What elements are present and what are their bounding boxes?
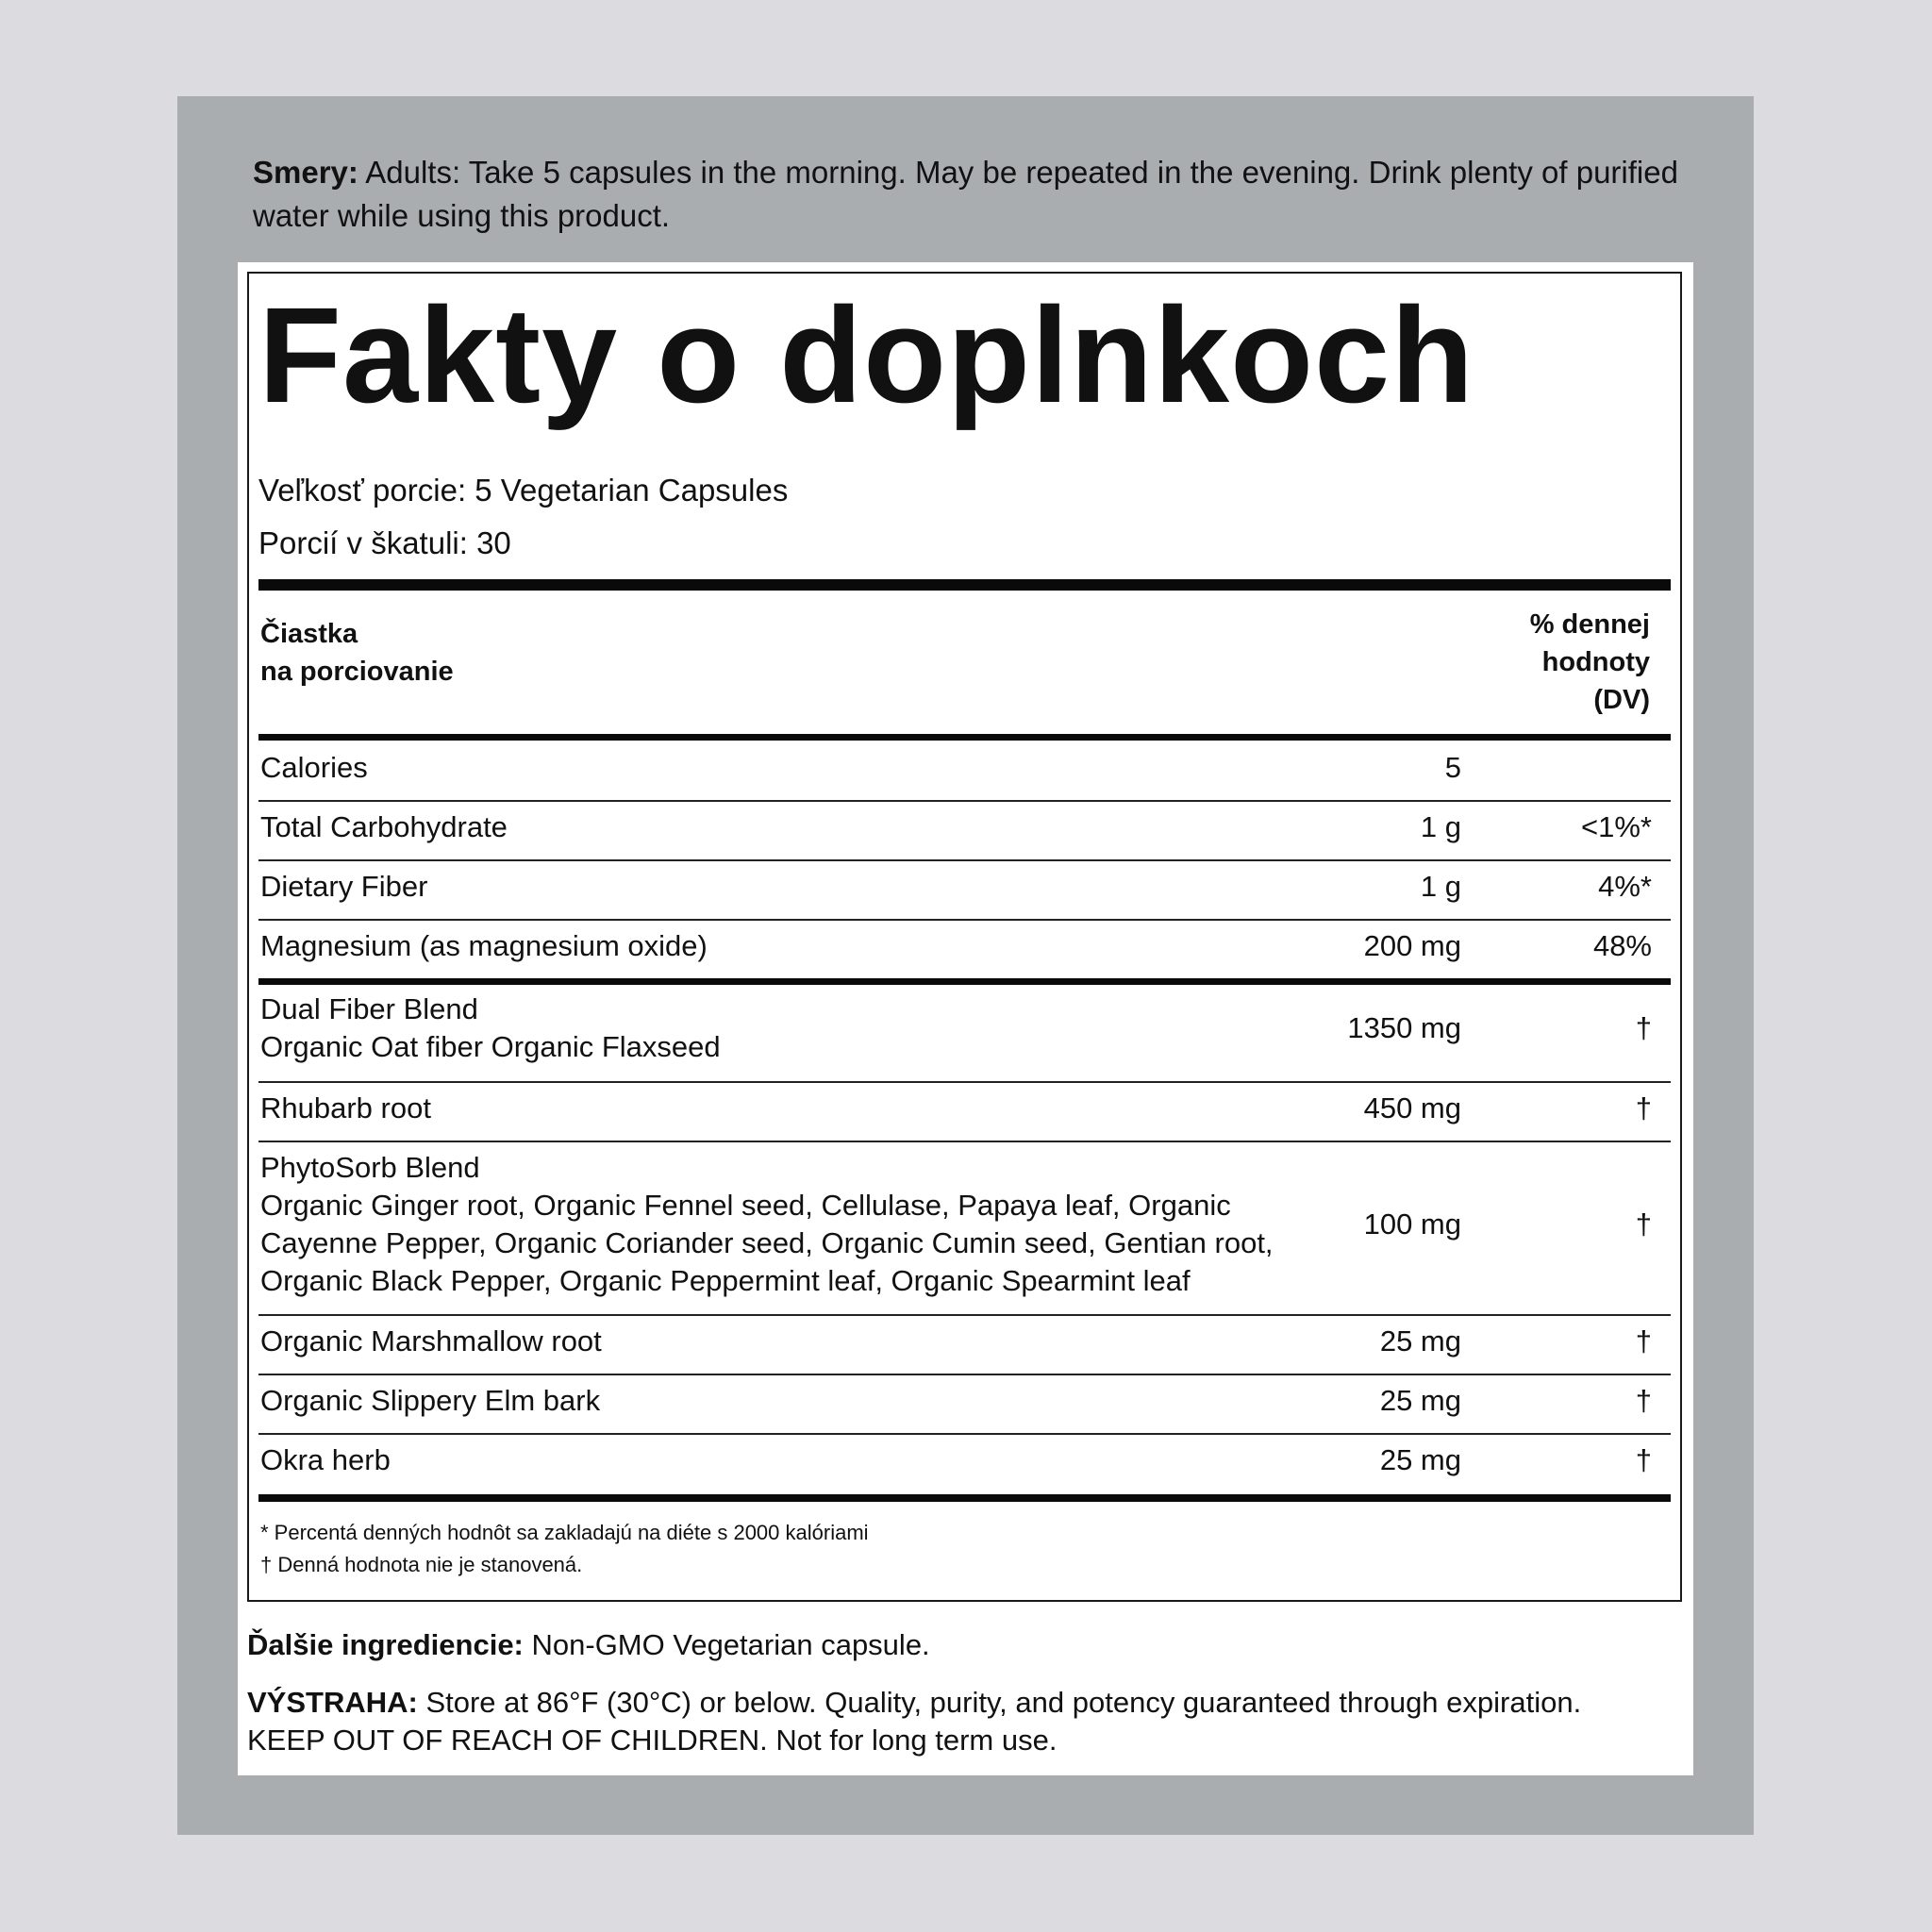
nutrient-dv: <1%* <box>1581 810 1652 843</box>
nutrient-amount: 100 mg <box>1363 1208 1461 1241</box>
nutrient-dv: † <box>1635 1443 1652 1476</box>
nutrient-dv: 48% <box>1592 929 1652 962</box>
nutrient-name: Total Carbohydrate <box>260 810 508 843</box>
other-ingredients <box>247 1626 930 1664</box>
other-ingredients-text: Non-GMO Vegetarian capsule. <box>523 1628 930 1661</box>
nutrient-dv: † <box>1635 1208 1652 1241</box>
blend-ingredients: Organic Oat fiber Organic Flaxseed <box>260 1030 721 1063</box>
row-divider <box>258 1433 1671 1435</box>
nutrient-dv: † <box>1635 1011 1652 1044</box>
serving-size: Veľkosť porcie: 5 Vegetarian Capsules <box>258 473 789 508</box>
nutrient-dv: † <box>1635 1091 1652 1124</box>
nutrient-name: Dietary Fiber <box>260 870 428 903</box>
nutrient-amount: 5 <box>1444 751 1461 784</box>
nutrient-dv: † <box>1635 1324 1652 1357</box>
header-right-line-1: % dennej <box>1529 609 1650 640</box>
warning-text <box>247 1684 1662 1759</box>
nutrient-amount: 1 g <box>1420 810 1461 843</box>
header-left-line-2: na porciovanie <box>260 657 454 687</box>
nutrient-name: Rhubarb root <box>260 1091 431 1124</box>
nutrient-name: Organic Marshmallow root <box>260 1324 602 1357</box>
directions-body: Adults: Take 5 capsules in the morning. May be repeated in the evening. Drink plenty of purified water while using this product. <box>253 155 1678 233</box>
daily-value-header <box>1530 606 1650 719</box>
row-divider <box>258 1081 1671 1083</box>
divider-thick <box>258 1494 1671 1502</box>
footnote-dagger: † Denná hodnota nie je stanovená. <box>260 1553 583 1576</box>
facts-title: Fakty o doplnkoch <box>258 279 1475 431</box>
row-divider <box>258 859 1671 861</box>
nutrient-amount: 25 mg <box>1379 1324 1461 1357</box>
blend-name: Dual Fiber Blend <box>260 992 478 1025</box>
nutrient-name <box>260 1149 1274 1300</box>
directions-text <box>253 151 1687 238</box>
blend-name: PhytoSorb Blend <box>260 1151 480 1184</box>
header-right-line-2: hodnoty <box>1541 647 1650 677</box>
footnote-daily-value: * Percentá denných hodnôt sa zakladajú na diéte s 2000 kalóriami <box>260 1521 869 1544</box>
blend-ingredients-line-3: Organic Black Pepper, Organic Peppermint leaf, Organic Spearmint leaf <box>260 1264 1191 1297</box>
nutrient-dv: 4%* <box>1598 870 1652 903</box>
footnotes <box>260 1517 869 1581</box>
blend-ingredients-line-1: Organic Ginger root, Organic Fennel seed, Cellulase, Papaya leaf, Organic <box>260 1189 1231 1222</box>
divider-medium <box>258 734 1671 741</box>
blend-ingredients-line-2: Cayenne Pepper, Organic Coriander seed, Organic Cumin seed, Gentian root, <box>260 1226 1274 1259</box>
nutrient-amount: 1350 mg <box>1347 1011 1461 1044</box>
supplement-facts-box <box>247 272 1682 1602</box>
nutrient-name: Magnesium (as magnesium oxide) <box>260 929 708 962</box>
other-ingredients-label: Ďalšie ingrediencie: <box>247 1628 524 1661</box>
row-divider <box>258 919 1671 921</box>
nutrient-name: Calories <box>260 751 368 784</box>
table-row <box>258 991 1671 1070</box>
divider-thick <box>258 579 1671 591</box>
divider-medium <box>258 978 1671 985</box>
nutrient-name: Organic Slippery Elm bark <box>260 1384 601 1417</box>
directions-label: Smery: <box>253 155 358 190</box>
warning-body: Store at 86°F (30°C) or below. Quality, purity, and potency guaranteed through expiration. KEEP OUT OF REACH OF CHILDREN. Not for long term use. <box>247 1686 1582 1757</box>
nutrient-amount: 200 mg <box>1363 929 1461 962</box>
row-divider <box>258 1314 1671 1316</box>
nutrient-dv: † <box>1635 1384 1652 1417</box>
row-divider <box>258 800 1671 802</box>
row-divider <box>258 1141 1671 1142</box>
nutrient-amount: 25 mg <box>1379 1384 1461 1417</box>
nutrient-name: Okra herb <box>260 1443 391 1476</box>
header-left-line-1: Čiastka <box>260 619 358 649</box>
nutrient-name <box>260 991 721 1066</box>
amount-per-serving-header <box>260 615 454 691</box>
row-divider <box>258 1374 1671 1375</box>
nutrient-amount: 450 mg <box>1363 1091 1461 1124</box>
nutrient-amount: 1 g <box>1420 870 1461 903</box>
warning-label: VÝSTRAHA: <box>247 1686 418 1719</box>
nutrient-amount: 25 mg <box>1379 1443 1461 1476</box>
table-row <box>258 1149 1671 1304</box>
servings-per-container: Porcií v škatuli: 30 <box>258 525 511 560</box>
header-right-line-3: (DV) <box>1593 685 1650 715</box>
